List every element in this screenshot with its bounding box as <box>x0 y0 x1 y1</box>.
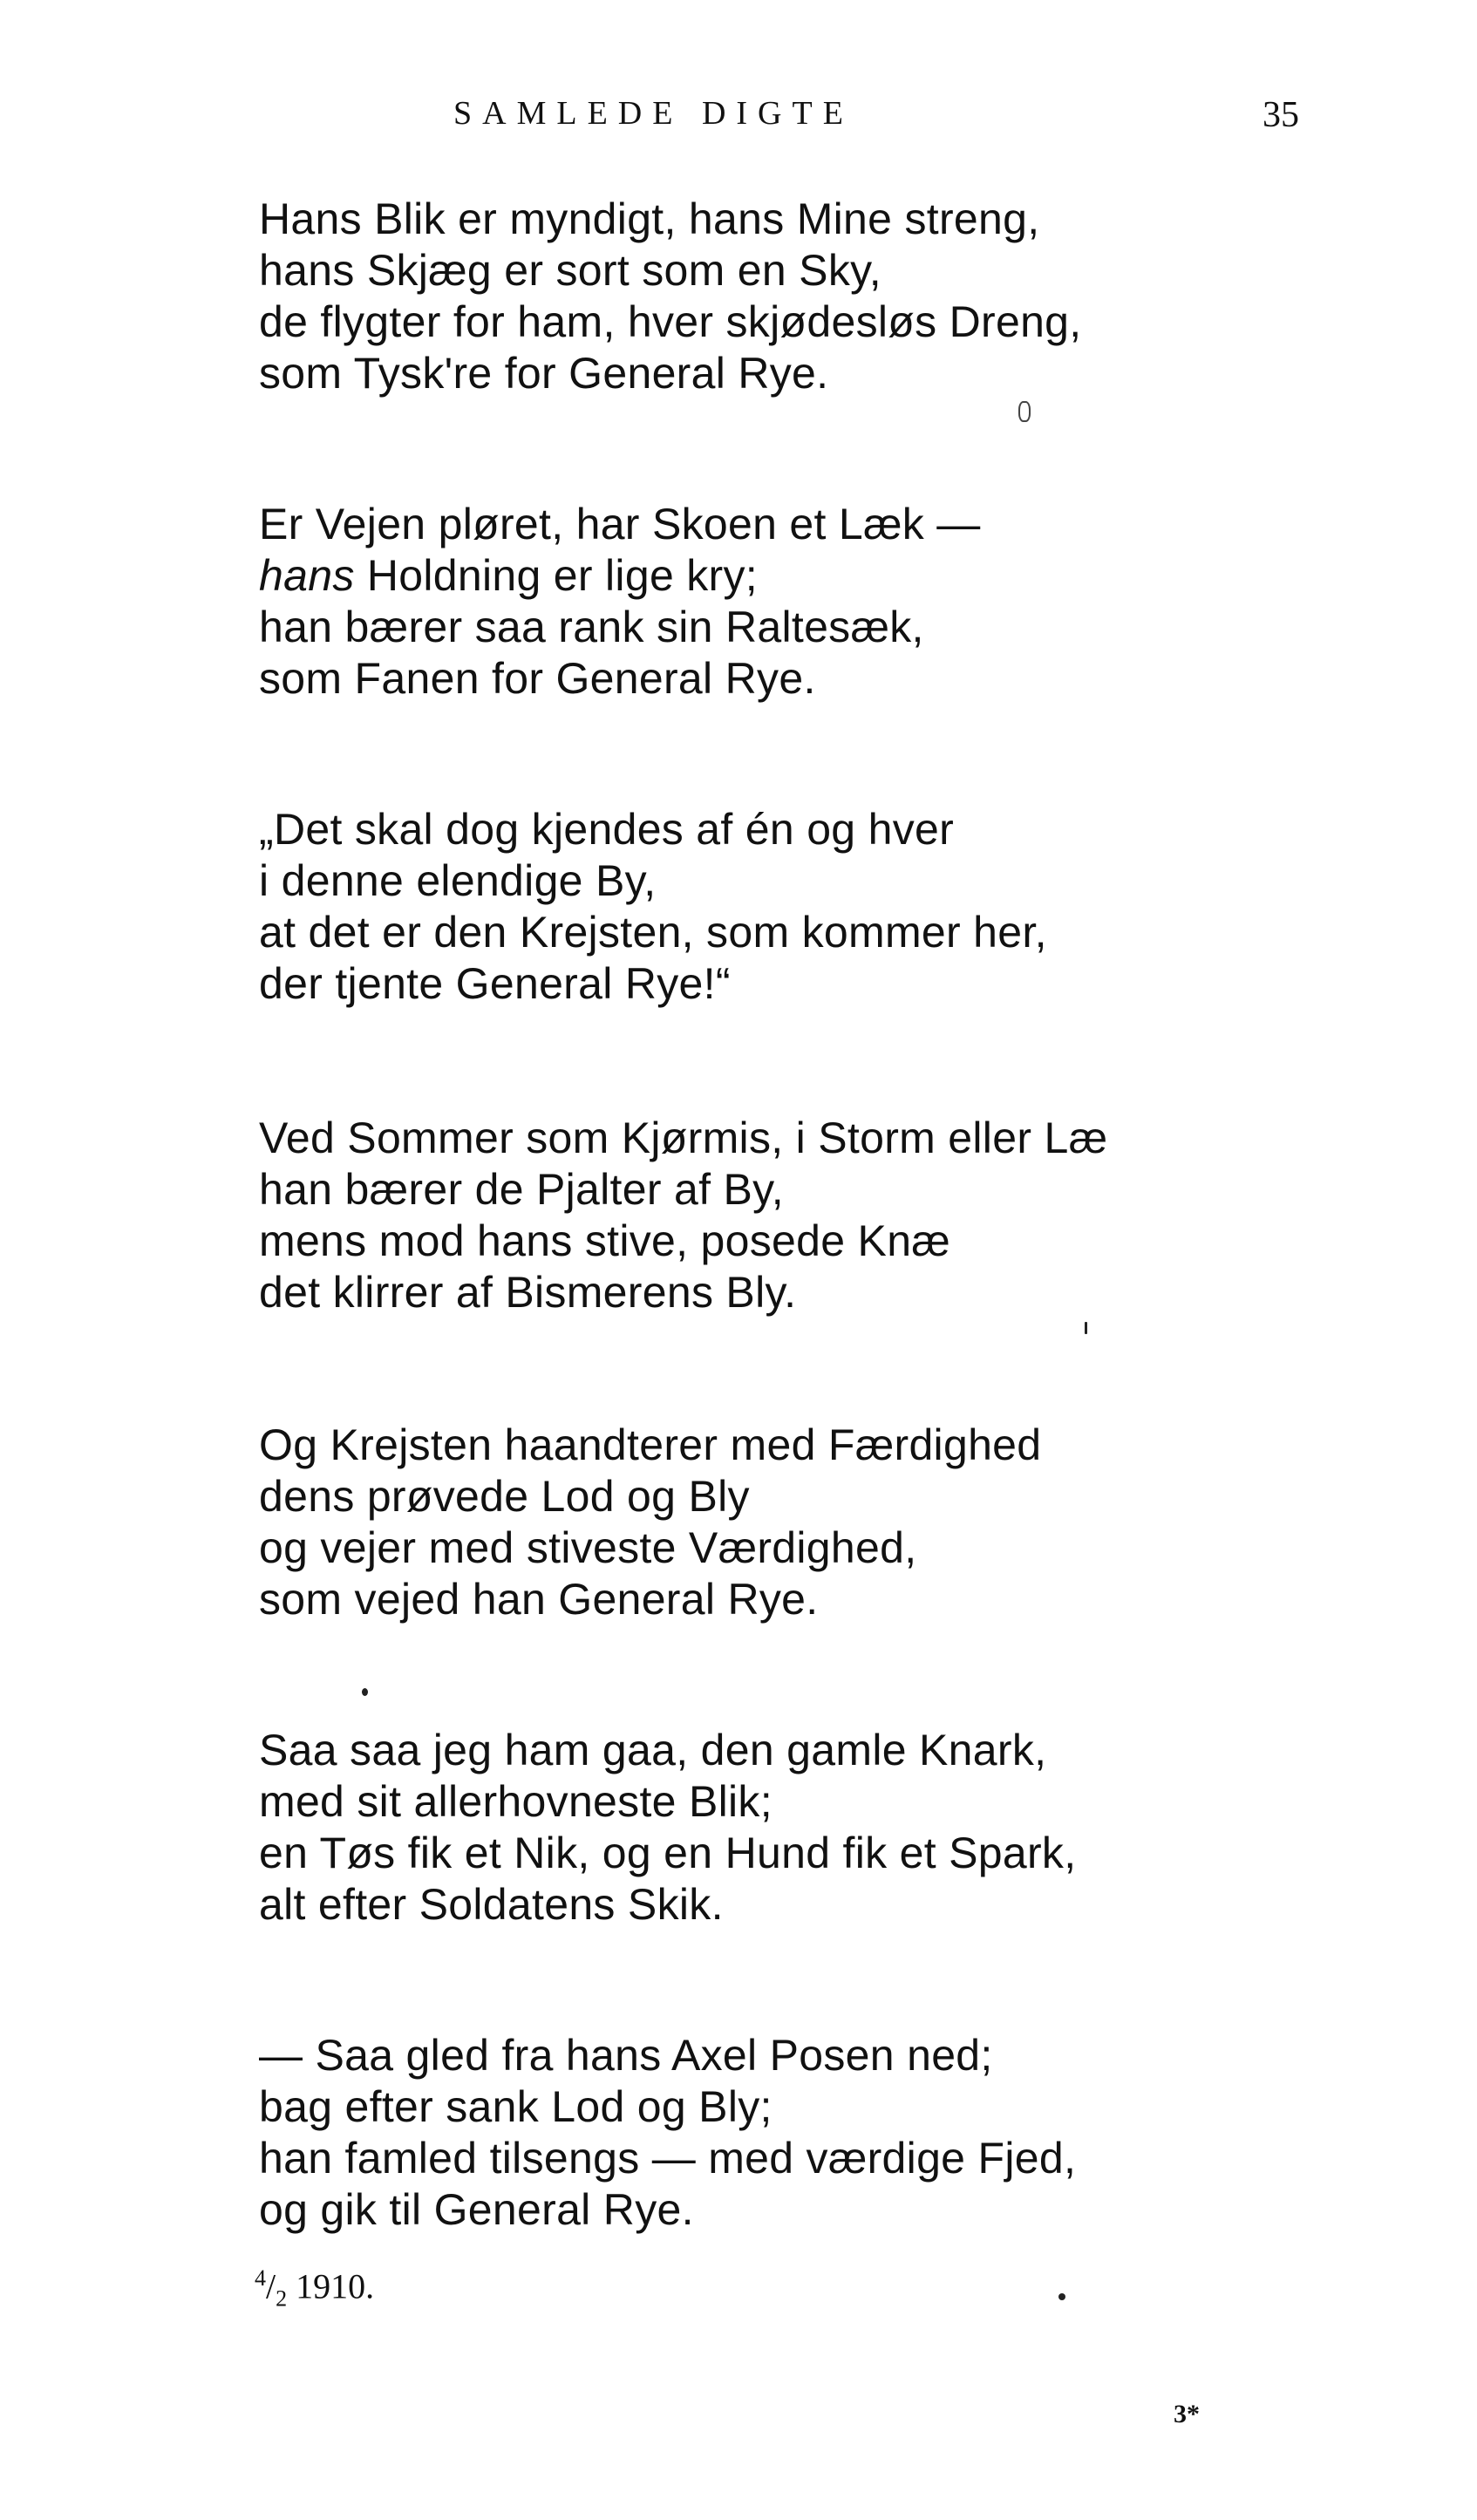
poem-line: Er Vejen pløret, har Skoen et Læk — <box>259 500 981 548</box>
poem-line: han famled tilsengs — med værdige Fjed, <box>259 2134 1077 2183</box>
stanza-7 <box>259 2030 1262 2236</box>
poem-line: hans Skjæg er sort som en Sky, <box>259 246 881 295</box>
poem-line: Hans Blik er myndigt, hans Mine streng, <box>259 194 1040 243</box>
scan-speck <box>1085 1322 1087 1334</box>
poem-line: han bærer de Pjalter af By, <box>259 1165 784 1214</box>
poem-line: dens prøvede Lod og Bly <box>259 1472 750 1521</box>
poem-line: og gik til General Rye. <box>259 2185 694 2234</box>
stanza-2 <box>259 499 1262 705</box>
poem-line: „Det skal dog kjendes af én og hver <box>259 805 955 854</box>
stanza-5 <box>259 1420 1262 1625</box>
poem-line: som vejed han General Rye. <box>259 1575 819 1624</box>
poem-line: alt efter Soldatens Skik. <box>259 1880 724 1929</box>
poem-line-rest: Holdning er lige kry; <box>354 551 758 600</box>
poem-line: og vejer med stiveste Værdighed, <box>259 1523 917 1572</box>
poem-line-with-italic <box>259 550 1262 602</box>
page-number: 35 <box>1263 95 1299 135</box>
date-numerator: 4 <box>255 2265 266 2291</box>
poem-line: en Tøs fik et Nik, og en Hund fik et Spark, <box>259 1829 1077 1877</box>
poem-line: mens mod hans stive, posede Knæ <box>259 1216 951 1265</box>
poem-line: der tjente General Rye!“ <box>259 959 731 1008</box>
poem-line: Ved Sommer som Kjørmis, i Storm eller Læ <box>259 1114 1108 1162</box>
running-title: SAMLEDE DIGTE <box>453 95 854 132</box>
poem-line: — Saa gled fra hans Axel Posen ned; <box>259 2031 993 2080</box>
poem-date: $^4/_2$ 1910. <box>255 2265 375 2312</box>
date-denominator: 2 <box>276 2285 288 2312</box>
poem-line: han bærer saa rank sin Raltesæk, <box>259 603 924 651</box>
scan-speck <box>1058 2293 1065 2300</box>
poem-line: med sit allerhovneste Blik; <box>259 1777 773 1826</box>
date-year: 1910. <box>296 2266 375 2306</box>
poem-line: det klirrer af Bismerens Bly. <box>259 1268 797 1317</box>
italic-word: hans <box>259 551 355 600</box>
stanza-4 <box>259 1113 1262 1318</box>
stanza-1 <box>259 194 1262 399</box>
signature-mark: 3* <box>1174 2400 1200 2428</box>
poem-line: som Tysk're for General Rye. <box>259 349 829 398</box>
poem-line: at det er den Krejsten, som kommer her, <box>259 908 1047 957</box>
stanza-6 <box>259 1725 1262 1931</box>
poem-line: i denne elendige By, <box>259 856 657 905</box>
poem-line: Saa saa jeg ham gaa, den gamle Knark, <box>259 1726 1047 1774</box>
poem-line: som Fanen for General Rye. <box>259 654 816 703</box>
poem-line: de flygter for ham, hver skjødesløs Dreng, <box>259 297 1082 346</box>
scan-speck <box>362 1688 368 1696</box>
poem-line: bag efter sank Lod og Bly; <box>259 2082 773 2131</box>
poem-line: Og Krejsten haandterer med Færdighed <box>259 1420 1042 1469</box>
stanza-3 <box>259 804 1262 1010</box>
scan-speck <box>1018 401 1031 422</box>
